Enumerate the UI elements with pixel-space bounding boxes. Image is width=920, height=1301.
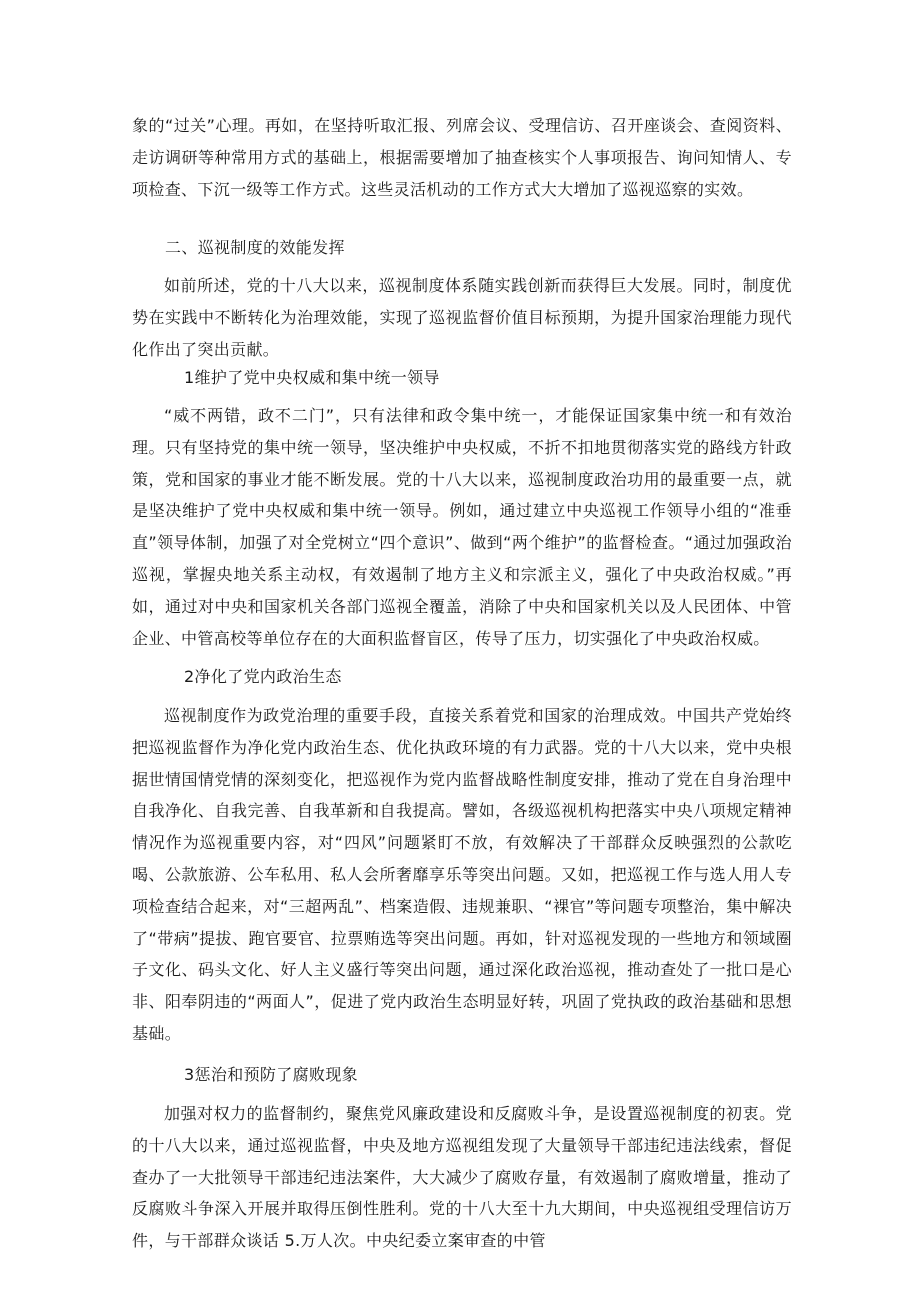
subsection-1-paragraph: “威不两错，政不二门”，只有法律和政令集中统一，才能保证国家集中统一和有效治理。只有坚持党的集中统一领导，坚决维护中央权威，不折不扣地贯彻落实党的路线方针政策，党和国家的事业才能不断发展。党的十八大以来，巡视制度政治功用的最重要一点，就是坚决维护了党中央权威和集中统一领导。例如，通过建立中央巡视工作领导小组的“准垂直”领导体制，加强了对全党树立“四个意识”、做到“两个维护”的监督检查。“通过加强政治巡视，掌握央地关系主动权，有效遏制了地方主义和宗派主义，强化了中央政治权威。”再如，通过对中央和国家机关各部门巡视全覆盖，消除了中央和国家机关以及人民团体、中管企业、中管高校等单位存在的大面积监督盲区，传导了压力，切实强化了中央政治权威。 — [132, 406, 792, 648]
paragraph-continuation: 象的“过关”心理。再如，在坚持听取汇报、列席会议、受理信访、召开座谈会、查阅资料、走访调研等种常用方式的基础上，根据需要增加了抽查核实个人事项报告、询问知情人、专项检查、下沉一级等工作方式。这些灵活机动的工作方式大大增加了巡视巡察的实效。 — [132, 116, 792, 199]
subsection-2-paragraph: 巡视制度作为政党治理的重要手段，直接关系着党和国家的治理成效。中国共产党始终把巡视监督作为净化党内政治生态、优化执政环境的有力武器。党的十八大以来，党中央根据世情国情党情的深刻变化，把巡视作为党内监督战略性制度安排，推动了党在自身治理中自我净化、自我完善、自我革新和自我提高。譬如，各级巡视机构把落实中央八项规定精神情况作为巡视重要内容，对“四风”问题紧盯不放，有效解决了干部群众反映强烈的公款吃喝、公款旅游、公车私用、私人会所奢靡享乐等突出问题。又如，把巡视工作与选人用人专项检查结合起来，对“三超两乱”、档案造假、违规兼职、“裸官”等问题专项整治，集中解决了“带病”提拔、跑官要官、拉票贿选等突出问题。再如，针对巡视发现的一些地方和领域圈子文化、码头文化、好人主义盛行等突出问题，通过深化政治巡视，推动查处了一批口是心非、阳奉阴违的“两面人”，促进了党内政治生态明显好转，巩固了党执政的政治基础和思想基础。 — [132, 706, 792, 1043]
section-2-intro-paragraph: 如前所述，党的十八大以来，巡视制度体系随实践创新而获得巨大发展。同时，制度优势在实践中不断转化为治理效能，实现了巡视监督价值目标预期，为提升国家治理能力现代化作出了突出贡献。 — [132, 276, 792, 359]
subsection-heading-3: 3惩治和预防了腐败现象 — [184, 1065, 359, 1084]
subsection-3-paragraph: 加强对权力的监督制约，聚焦党风廉政建设和反腐败斗争，是设置巡视制度的初衷。党的十八大以来，通过巡视监督，中央及地方巡视组发现了大量领导干部违纪违法线索，督促查办了一大批领导干部违纪违法案件，大大减少了腐败存量，有效遏制了腐败增量，推动了反腐败斗争深入开展并取得压倒性胜利。党的十八大至十九大期间，中央巡视组受理信访万件，与干部群众谈话 5.万人次。中央纪委立案审查的中管 — [132, 1104, 792, 1251]
subsection-heading-2: 2净化了党内政治生态 — [184, 667, 342, 686]
subsection-heading-1: 1维护了党中央权威和集中统一领导 — [184, 368, 440, 387]
section-heading-2: 二、巡视制度的效能发挥 — [165, 238, 345, 257]
